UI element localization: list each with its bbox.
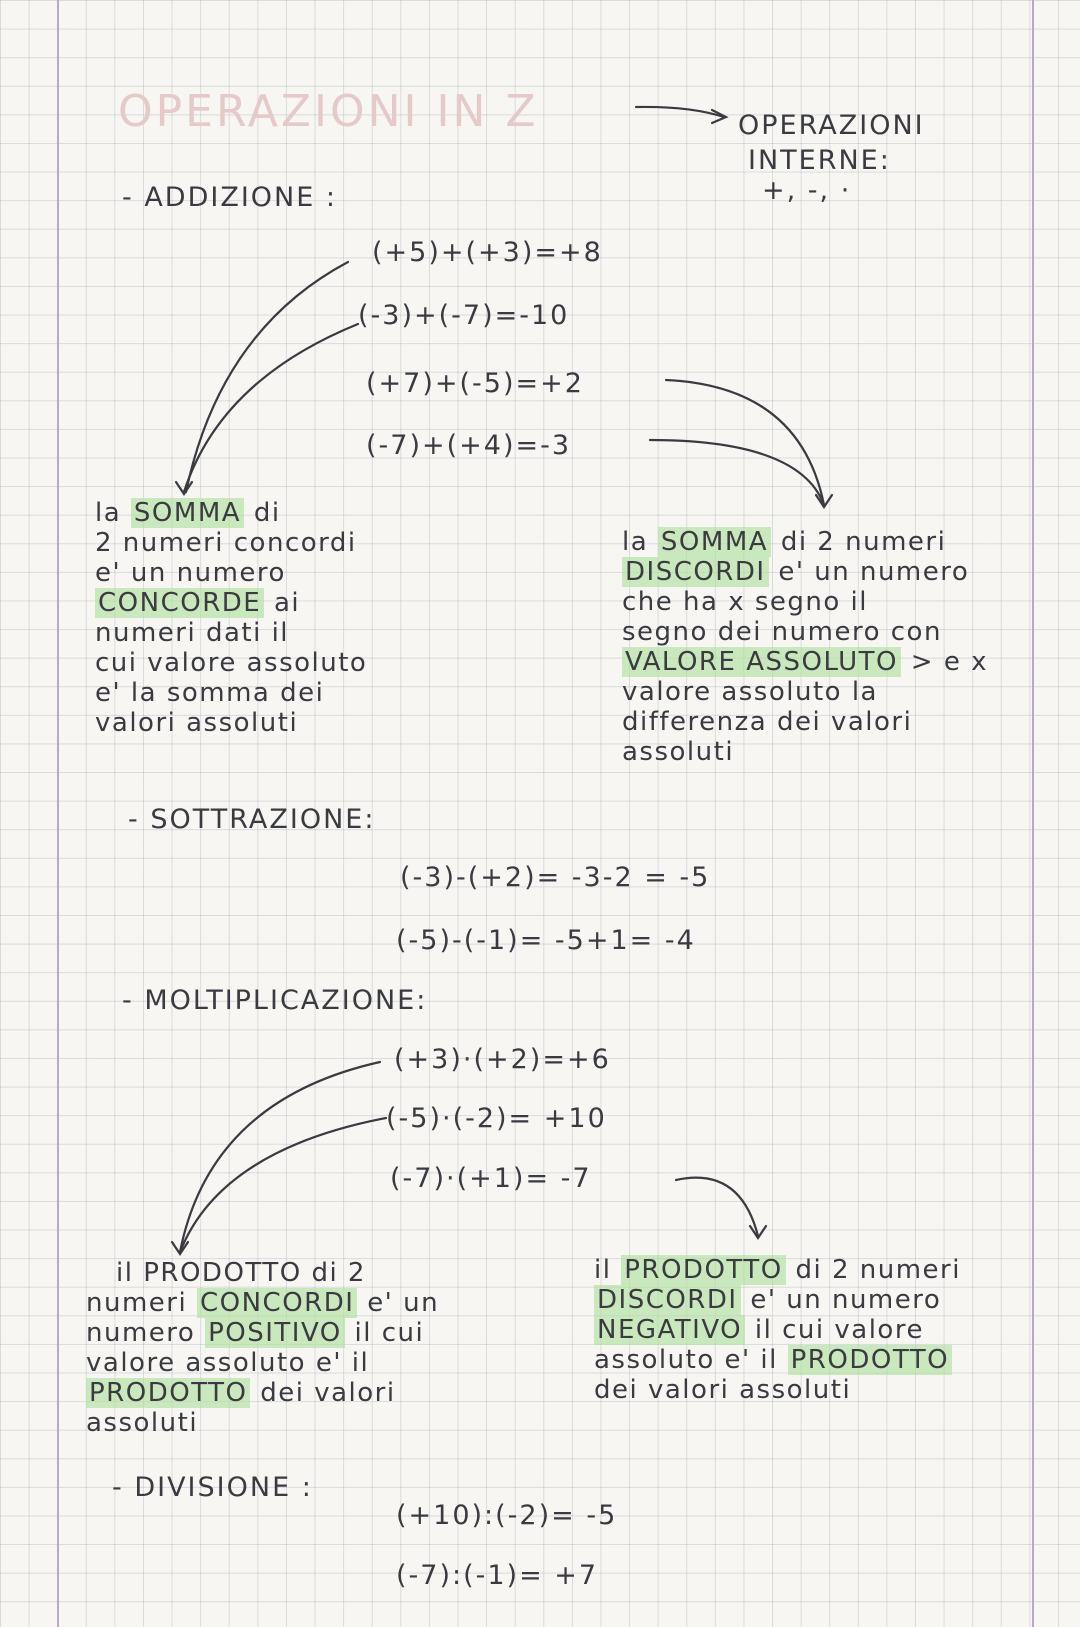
division-equation-1: (+10):(-2)= -5	[396, 1500, 618, 1531]
subtraction-heading: - SOTTRAZIONE:	[128, 804, 376, 835]
subtraction-equation-2: (-5)-(-1)= -5+1= -4	[396, 925, 696, 956]
arrow-multiplication-concordi-a	[180, 1062, 380, 1252]
multiplication-equation-1: (+3)·(+2)=+6	[394, 1044, 611, 1075]
arrow-internal-ops	[636, 107, 724, 117]
multiplication-discordi-note: il PRODOTTO di 2 numeri DISCORDI e' un numero NEGATIVO il cui valore assoluto e' il PRODOTTO dei valori assoluti	[594, 1255, 961, 1405]
addition-equation-2: (-3)+(-7)=-10	[358, 300, 570, 331]
multiplication-heading: - MOLTIPLICAZIONE:	[122, 985, 428, 1016]
arrow-addition-discordi-a	[666, 380, 824, 505]
addition-discordi-note: la SOMMA di 2 numeri DISCORDI e' un numero che ha x segno il segno dei numero con VALORE ASSOLUTO > e x valore assoluto la differenza dei valori assoluti	[622, 527, 988, 767]
multiplication-equation-2: (-5)·(-2)= +10	[386, 1103, 607, 1134]
internal-ops-line2: INTERNE:	[748, 145, 891, 176]
multiplication-equation-3: (-7)·(+1)= -7	[390, 1163, 592, 1194]
addition-heading: - ADDIZIONE :	[122, 182, 337, 213]
faded-title: OPERAZIONI IN Z	[118, 86, 539, 137]
internal-ops-line1: OPERAZIONI	[738, 110, 925, 141]
division-heading: - DIVISIONE :	[112, 1472, 313, 1503]
internal-ops-symbols: +, -, ·	[762, 175, 852, 206]
subtraction-equation-1: (-3)-(+2)= -3-2 = -5	[400, 862, 711, 893]
addition-equation-3: (+7)+(-5)=+2	[366, 368, 584, 399]
arrow-addition-concordi-b	[184, 324, 358, 492]
arrow-addition-discordi-b	[650, 440, 824, 505]
addition-equation-4: (-7)+(+4)=-3	[366, 430, 572, 461]
division-equation-2: (-7):(-1)= +7	[396, 1560, 599, 1591]
multiplication-concordi-note: il PRODOTTO di 2 numeri CONCORDI e' un numero POSITIVO il cui valore assoluto e' il PRODOTTO dei valori assoluti	[86, 1258, 440, 1438]
arrow-addition-concordi-a	[186, 262, 348, 492]
arrow-addition-concordi-head	[176, 482, 192, 494]
addition-concordi-note: la SOMMA di 2 numeri concordi e' un numero CONCORDE ai numeri dati il cui valore assoluto e' la somma dei valori assoluti	[95, 498, 368, 738]
arrow-multiplication-concordi-b	[180, 1118, 386, 1252]
arrow-multiplication-discordi	[676, 1178, 758, 1236]
addition-equation-1: (+5)+(+3)=+8	[372, 237, 603, 268]
